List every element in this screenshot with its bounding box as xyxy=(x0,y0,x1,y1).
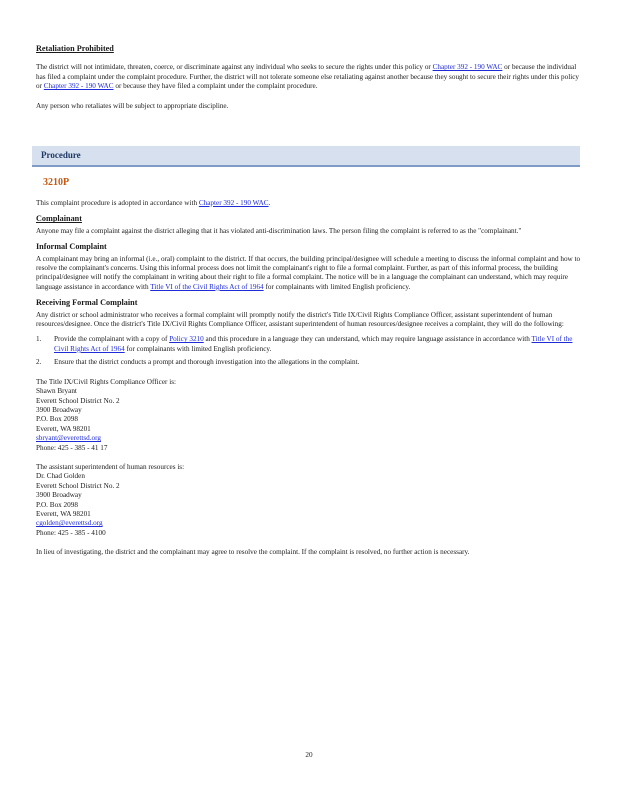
list-item: 2. Ensure that the district conducts a prompt and thorough investigation into the allegations in the complaint. xyxy=(36,358,360,367)
list-item: 1. Provide the complainant with a copy of Policy 3210 and this procedure in a language they can understand, which may require language assistance in accordance with Title VI of the Civil Rights Act of 1964 for complainants with limited English proficiency. xyxy=(36,335,573,353)
receiving-heading: Receiving Formal Complaint xyxy=(36,298,138,308)
complainant-heading: Complainant xyxy=(36,214,82,224)
retaliation-paragraph: The district will not intimidate, threaten, coerce, or discriminate against any individual who seeks to secure the rights under this policy or Chapter 392 - 190 WAC or because the individual has filed a complaint under the complaint procedure. Further, the district will not tolerate someone else retaliating against another because they sought to secure their rights under this policy or Chapter 392 - 190 WAC or because they have filed a complaint under the complaint procedure. xyxy=(36,63,580,91)
procedure-title: Procedure xyxy=(41,150,81,160)
chapter-392-190-wac-link-2[interactable]: Chapter 392 - 190 WAC xyxy=(43,82,114,91)
retaliation-heading: Retaliation Prohibited xyxy=(36,44,114,53)
informal-heading: Informal Complaint xyxy=(36,242,107,252)
title-vi-link[interactable]: Title VI of the Civil Rights Act of 1964 xyxy=(150,282,264,291)
title-vi-link-2[interactable]: Title VI of the Civil Rights Act of 1964 xyxy=(54,335,573,353)
informal-text: A complainant may bring an informal (i.e., oral) complaint to the district. If that occurs, the building principal/designee will schedule a meeting to discuss the informal complaint and how to resolve the complainant's concerns. Using this informal process does not limit the complainant's right to file a formal complaint. Further, as part of this informal process, the building principal/designee will notify the complainant in writing about their right to file a formal complaint. The notice will be in a language the complainant can understand, which may require language assistance in accordance with Title VI of the Civil Rights Act of 1964 for complainants with limited English proficiency. xyxy=(36,254,581,291)
officer1-email-link[interactable]: sbryant@everettsd.org xyxy=(36,434,101,443)
compliance-officer-contact: The Title IX/Civil Rights Compliance Officer is: Shawn Bryant Everett School District No. 2 3900 Broadway P.O. Box 2098 Everett, WA 98201 sbryant@everettsd.org Phone: 425 - 385 - 41 17 xyxy=(36,377,177,452)
page-number: 20 xyxy=(305,751,313,759)
policy-3210-link[interactable]: Policy 3210 xyxy=(169,335,204,344)
policy-number: 3210P xyxy=(43,177,70,188)
intro-paragraph: This complaint procedure is adopted in accordance with Chapter 392 - 190 WAC. xyxy=(36,199,271,207)
officer2-email-link[interactable]: cgolden@everettsd.org xyxy=(36,519,103,528)
procedure-banner xyxy=(32,146,580,167)
hr-superintendent-contact: The assistant superintendent of human resources is: Dr. Chad Golden Everett School District No. 2 3900 Broadway P.O. Box 2098 Everett, WA 98201 cgolden@everettsd.org Phone: 425 - 385 - 4100 xyxy=(36,462,185,537)
complainant-text: Anyone may file a complaint against the district alleging that it has violated anti-discrimination laws. The person filing the complaint is referred to as the "complainant." xyxy=(36,226,522,235)
receiving-steps-list xyxy=(36,335,582,367)
intro-chapter-link[interactable]: Chapter 392 - 190 WAC xyxy=(198,199,269,207)
retaliation-discipline-text: Any person who retaliates will be subject to appropriate discipline. xyxy=(36,101,229,110)
closing-paragraph: In lieu of investigating, the district and the complainant may agree to resolve the complaint. If the complaint is resolved, no further action is necessary. xyxy=(36,548,470,557)
retaliation-section xyxy=(36,44,582,111)
receiving-text: Any district or school administrator who receives a formal complaint will promptly notify the district's Title IX/Civil Rights Compliance Officer, assistant superintendent of human resources/designee. Once the district's Title IX/Civil Rights Compliance Officer, assistant superintendent of human resources/designee receives a complaint, they will do the following: xyxy=(36,310,564,329)
procedure-body xyxy=(36,199,582,558)
chapter-392-190-wac-link[interactable]: Chapter 392 - 190 WAC xyxy=(432,63,503,72)
